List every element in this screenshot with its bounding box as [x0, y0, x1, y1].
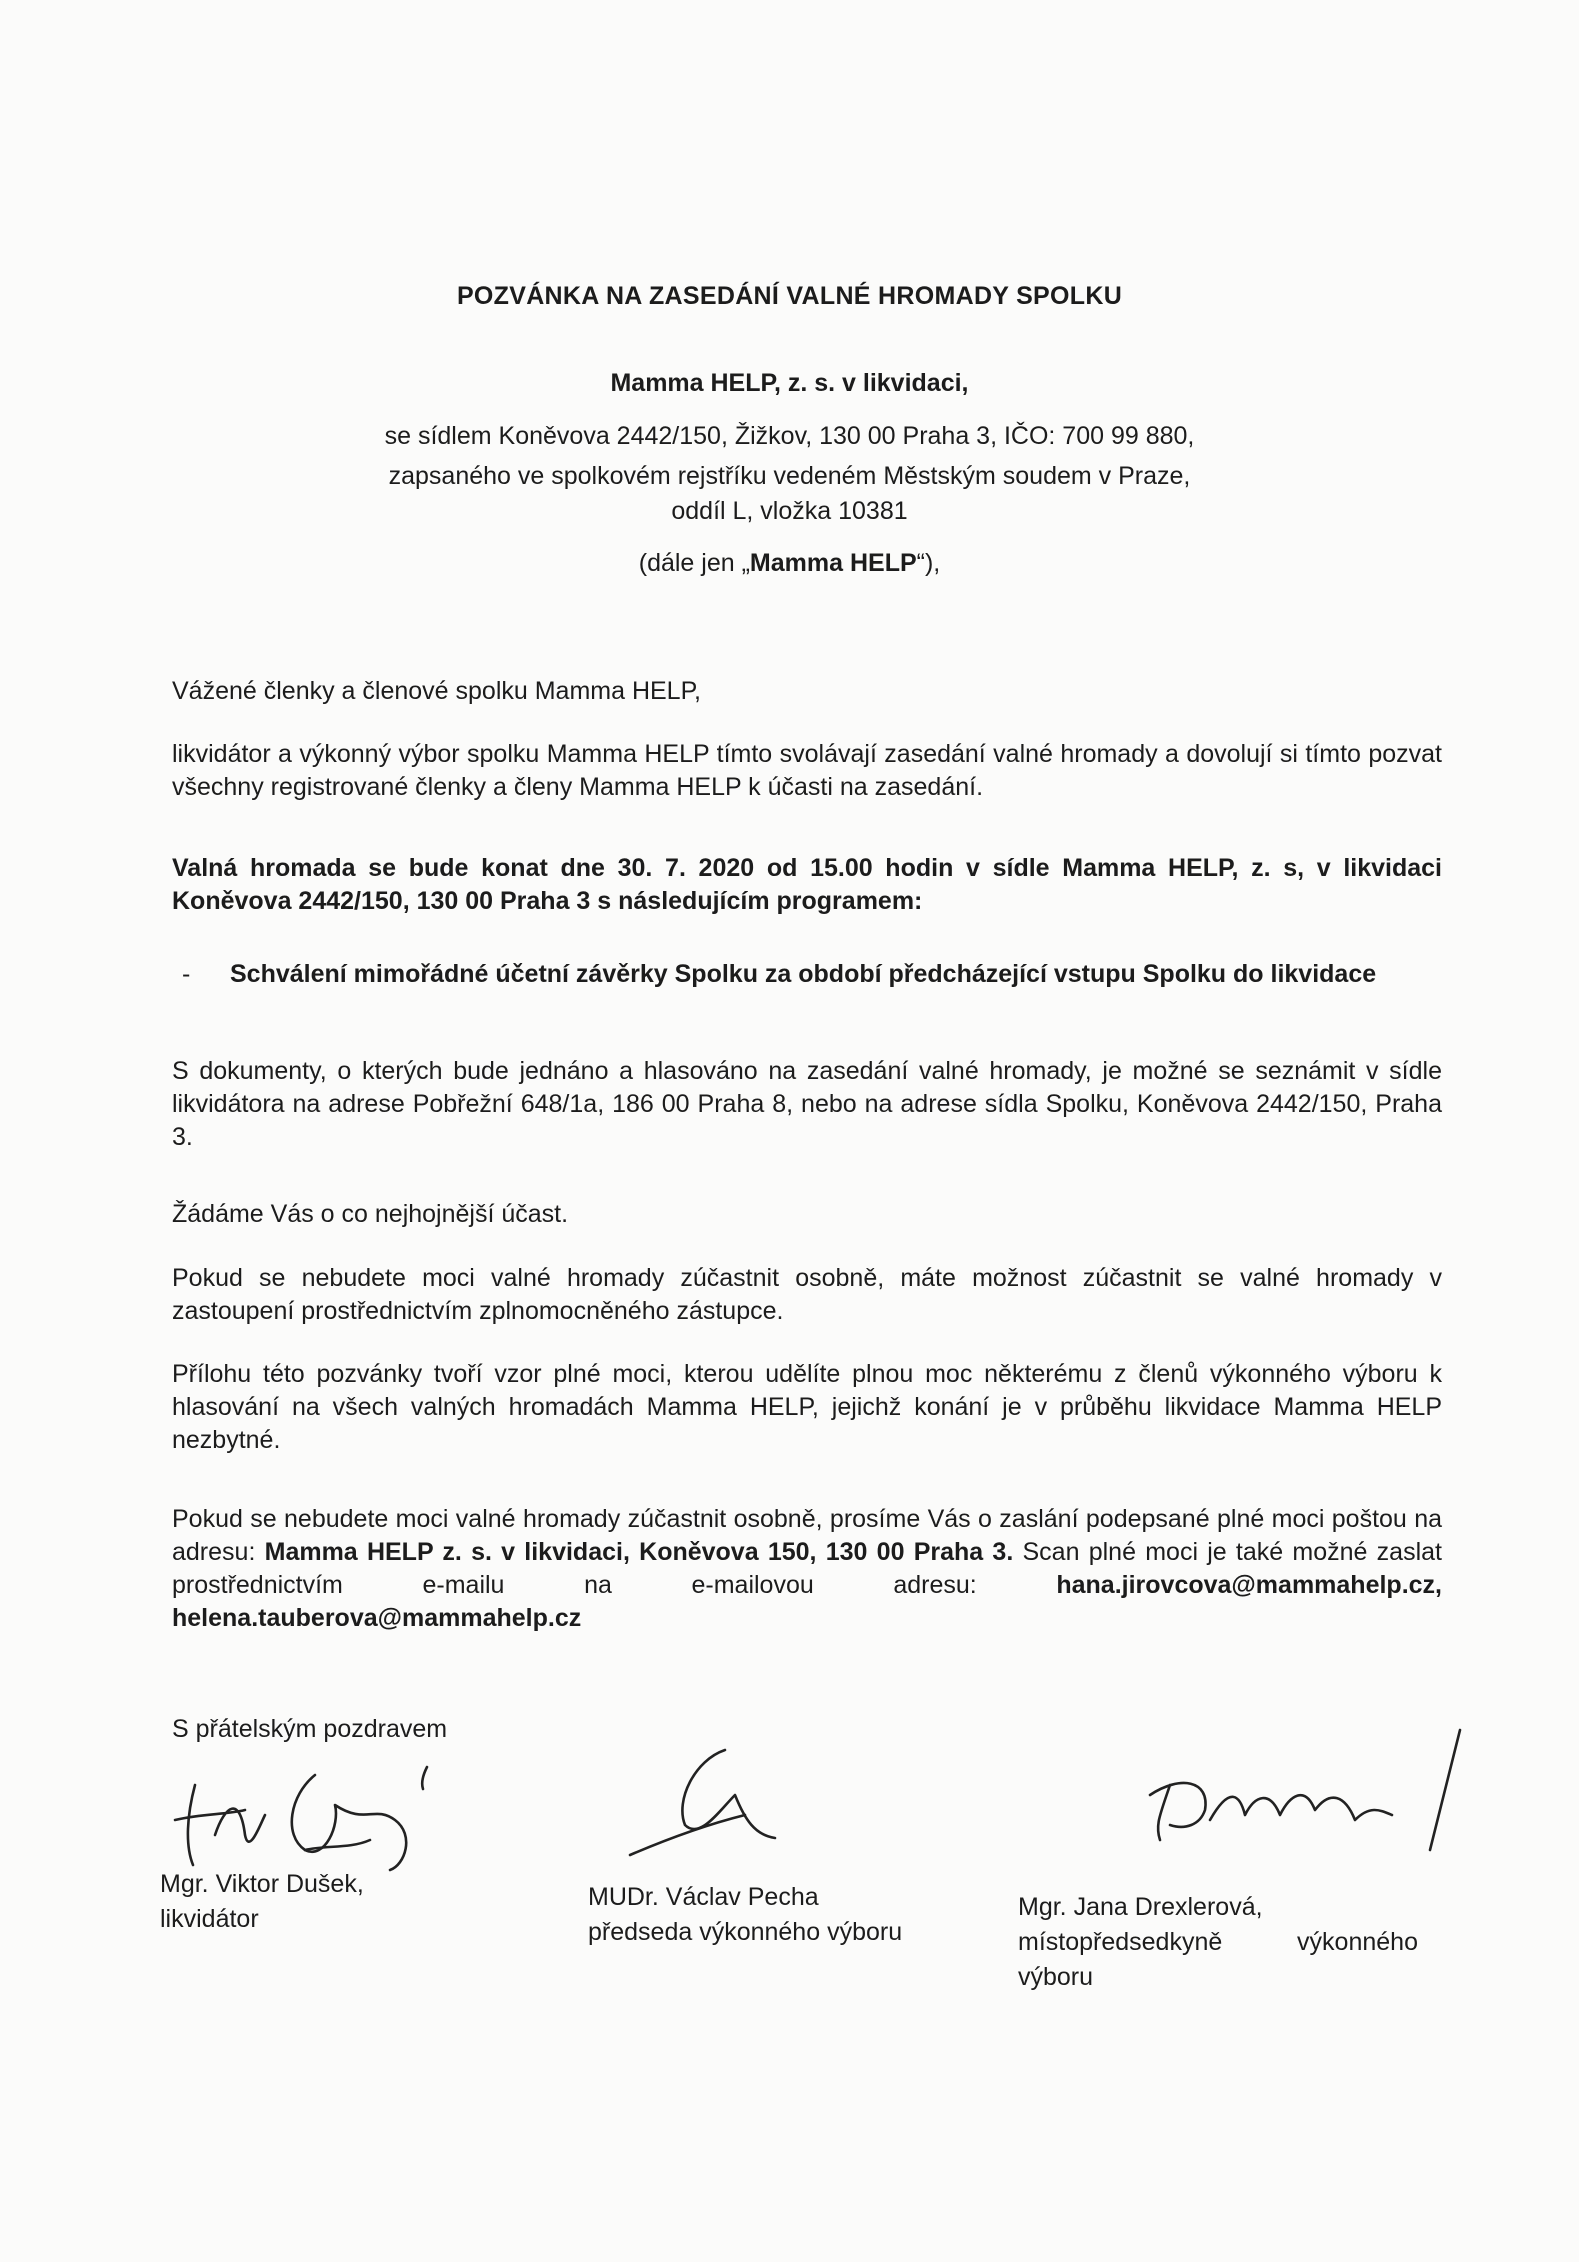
agenda-item-text: Schválení mimořádné účetní závěrky Spolku za období předcházející vstupu Spolku do likvidace — [230, 960, 1377, 988]
document-title: POZVÁNKA NA ZASEDÁNÍ VALNÉ HROMADY SPOLKU — [456, 282, 1123, 310]
signature-graphic — [1130, 1725, 1460, 1860]
documents-paragraph: S dokumenty, o kterých bude jednáno a hlasováno na zasedání valné hromady, je možné se seznámit v sídle likvidátora na adrese Pobřežní 648/1a, 186 00 Praha 8, nebo na adrese sídla Spolku, Koněvova 2442/150, Praha 3. — [172, 1057, 1442, 1151]
org-section: oddíl L, vložka 10381 — [671, 497, 908, 525]
signatory-role: likvidátor — [160, 1905, 259, 1933]
signatory-role: předseda výkonného výboru — [588, 1918, 903, 1946]
meeting-paragraph: Valná hromada se bude konat dne 30. 7. 2020 od 15.00 hodin v sídle Mamma HELP, z. s, v likvidaci Koněvova 2442/150, 130 00 Praha 3 s následujícím programem: — [172, 854, 1442, 915]
signature-graphic — [625, 1740, 795, 1870]
intro-paragraph: likvidátor a výkonný výbor spolku Mamma HELP tímto svolávají zasedání valné hromady a dovolují si tímto pozvat všechny registrované členky a členy Mamma HELP k účasti na zasedání. — [172, 740, 1442, 801]
signatory-name: Mgr. Viktor Dušek, — [160, 1870, 364, 1898]
agenda-list — [182, 958, 1442, 991]
signatory-1 — [160, 1867, 364, 1937]
org-address: se sídlem Koněvova 2442/150, Žižkov, 130 00 Praha 3, IČO: 700 99 880, — [384, 422, 1195, 450]
alias-prefix: (dále jen „ — [638, 549, 750, 577]
proxy-paragraph: Pokud se nebudete moci valné hromady zúčastnit osobně, máte možnost zúčastnit se valné hromady v zastoupení prostřednictvím zplnomocněného zástupce. — [172, 1264, 1442, 1325]
send-paragraph — [172, 1503, 1442, 1635]
signatory-3 — [1018, 1890, 1418, 1995]
attendance-request: Žádáme Vás o co nejhojnější účast. — [172, 1200, 569, 1228]
email-addresses: hana.jirovcova@mammahelp.cz, helena.tauberova@mammahelp.cz — [172, 1571, 1442, 1632]
send-text-1: Pokud se nebudete moci valné hromady zúčastnit osobně, prosíme Vás o zaslání podepsané plné moci poštou na adresu: — [172, 1505, 1442, 1566]
signatory-role: místopředsedkyně výkonného výboru — [1018, 1928, 1418, 1991]
closing-greeting: S přátelským pozdravem — [172, 1715, 448, 1743]
alias-suffix: “), — [916, 549, 941, 577]
salutation: Vážené členky a členové spolku Mamma HELP, — [172, 677, 701, 705]
send-text-2: Scan plné moci je také možné zaslat prostřednictvím e-mailu na e-mailovou adresu: — [172, 1538, 1442, 1599]
org-name: Mamma HELP, z. s. v likvidaci, — [610, 369, 969, 397]
agenda-bullet: - — [182, 960, 191, 988]
signatory-name: MUDr. Václav Pecha — [588, 1883, 819, 1911]
alias-name: Mamma HELP — [749, 549, 917, 577]
attachment-paragraph: Přílohu této pozvánky tvoří vzor plné moci, kterou udělíte plnou moc některému z členů výkonného výboru k hlasování na všech valných hromadách Mamma HELP, jejichž konání je v průběhu likvidace Mamma HELP nezbytné. — [172, 1360, 1442, 1454]
agenda-item — [182, 958, 1442, 991]
alias-line — [0, 547, 1579, 579]
signatory-2 — [588, 1880, 902, 1950]
signatory-name: Mgr. Jana Drexlerová, — [1018, 1893, 1263, 1921]
org-register: zapsaného ve spolkovém rejstříku vedeném Městským soudem v Praze, — [388, 462, 1191, 490]
signature-graphic — [165, 1765, 465, 1875]
postal-address: Mamma HELP z. s. v likvidaci, Koněvova 150, 130 00 Praha 3. — [264, 1538, 1014, 1566]
